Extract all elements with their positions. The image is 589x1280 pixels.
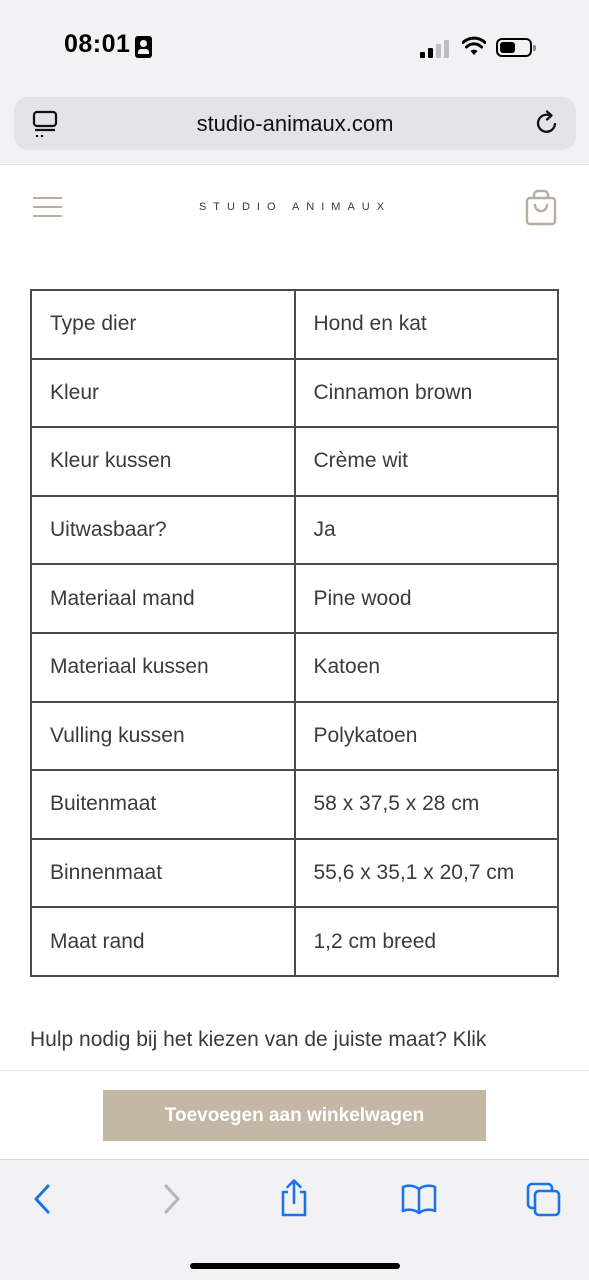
spec-label: Vulling kussen (31, 702, 295, 771)
share-icon[interactable] (278, 1178, 310, 1218)
back-icon[interactable] (30, 1182, 56, 1216)
spec-value: Polykatoen (295, 702, 559, 771)
spec-label: Kleur kussen (31, 427, 295, 496)
spec-label: Uitwasbaar? (31, 496, 295, 565)
add-to-cart-bar (0, 1070, 589, 1159)
bookmarks-icon[interactable] (400, 1182, 438, 1216)
table-row (31, 359, 558, 428)
url-text[interactable]: studio-animaux.com (196, 111, 394, 136)
specs-table (30, 289, 559, 977)
table-row (31, 839, 558, 908)
add-to-cart-button[interactable]: Toevoegen aan winkelwagen (103, 1090, 486, 1141)
reload-icon[interactable] (534, 109, 560, 137)
status-bar (0, 0, 589, 92)
status-time: 08:01 (64, 30, 131, 58)
size-help-text: Hulp nodig bij het kiezen van de juiste maat? Klik (30, 1028, 487, 1051)
spec-label: Buitenmaat (31, 770, 295, 839)
site-logo[interactable]: STUDIO ANIMAUX (198, 201, 392, 213)
table-row (31, 770, 558, 839)
table-row (31, 427, 558, 496)
shopping-bag-icon[interactable] (524, 189, 558, 227)
spec-value: Pine wood (295, 564, 559, 633)
table-row (31, 633, 558, 702)
cellular-signal-icon (420, 38, 452, 58)
address-bar[interactable] (14, 97, 576, 150)
table-row (31, 702, 558, 771)
spec-value: Cinnamon brown (295, 359, 559, 428)
spec-label: Kleur (31, 359, 295, 428)
spec-value: Ja (295, 496, 559, 565)
wifi-icon (462, 36, 486, 56)
spec-value: 58 x 37,5 x 28 cm (295, 770, 559, 839)
table-row (31, 290, 558, 359)
table-row (31, 907, 558, 976)
browser-toolbar (0, 1159, 589, 1280)
hamburger-menu-icon[interactable] (33, 195, 63, 219)
table-row (31, 564, 558, 633)
spec-label: Materiaal mand (31, 564, 295, 633)
spec-value: 1,2 cm breed (295, 907, 559, 976)
product-details (0, 252, 589, 1070)
spec-value: 55,6 x 35,1 x 20,7 cm (295, 839, 559, 908)
spec-label: Binnenmaat (31, 839, 295, 908)
forward-icon[interactable] (158, 1182, 184, 1216)
spec-label: Type dier (31, 290, 295, 359)
spec-value: Crème wit (295, 427, 559, 496)
battery-icon (496, 38, 532, 57)
person-badge-icon (135, 36, 152, 58)
spec-label: Materiaal kussen (31, 633, 295, 702)
spec-value: Katoen (295, 633, 559, 702)
site-header (0, 164, 589, 252)
tabs-icon[interactable] (526, 1182, 562, 1218)
home-indicator (190, 1263, 400, 1269)
spec-value: Hond en kat (295, 290, 559, 359)
table-row (31, 496, 558, 565)
spec-label: Maat rand (31, 907, 295, 976)
